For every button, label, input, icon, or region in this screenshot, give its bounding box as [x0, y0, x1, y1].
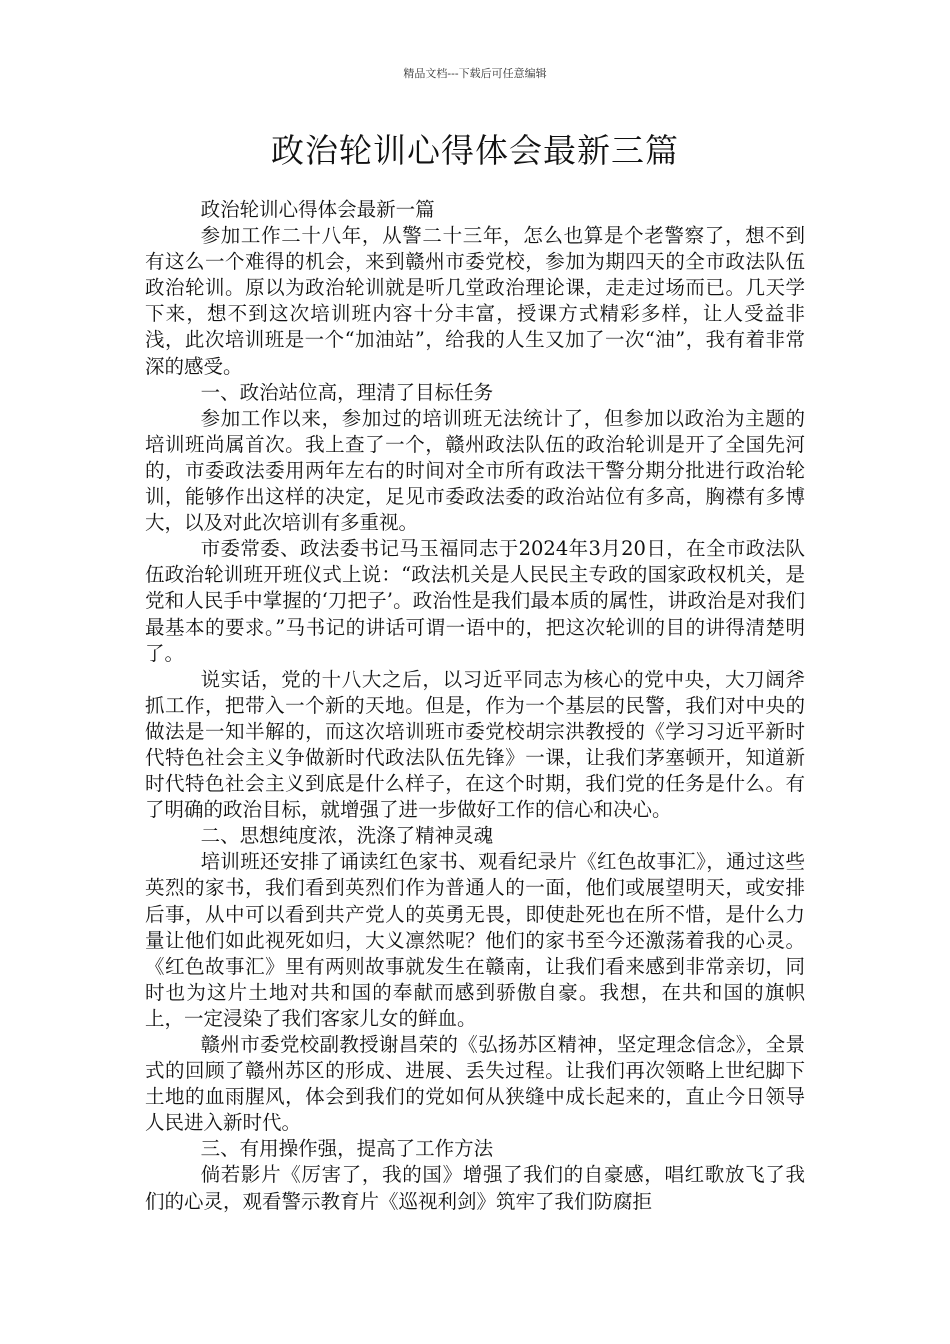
body-paragraph: 市委常委、政法委书记马玉福同志于2024年3月20日，在全市政法队伍政治轮训班开班仪式上说：“政法机关是人民民主专政的国家政权机关，是党和人民手中掌握的‘刀把子’。政治性是我们最本质的属性，讲政治是对我们最基本的要求。”马书记的讲话可谓一语中的，把这次轮训的目的讲得清楚明了。 [145, 537, 805, 665]
body-paragraph: 培训班还安排了诵读红色家书、观看纪录片《红色故事汇》，通过这些英烈的家书，我们看到英烈们作为普通人的一面，他们或展望明天，或安排后事，从中可以看到共产党人的英勇无畏，即使赴死也在所不惜，是什么力量让他们如此视死如归，大义凛然呢？他们的家书至今还激荡着我的心灵。《红色故事汇》里有两则故事就发生在赣南，让我们看来感到非常亲切，同时也为这片土地对共和国的奉献而感到骄傲自豪。我想，在共和国的旗帜上，一定浸染了我们客家儿女的鲜血。 [145, 850, 805, 1030]
body-paragraph: 参加工作以来，参加过的培训班无法统计了，但参加以政治为主题的培训班尚属首次。我上查了一个，赣州政法队伍的政治轮训是开了全国先河的，市委政法委用两年左右的时间对全市所有政法干警分期分批进行政治轮训，能够作出这样的决定，足见市委政法委的政治站位有多高，胸襟有多博大，以及对此次培训有多重视。 [145, 406, 805, 535]
body-paragraph: 倘若影片《厉害了，我的国》增强了我们的自豪感，唱红歌放飞了我们的心灵，观看警示教育片《巡视利剑》筑牢了我们防腐拒 [145, 1163, 805, 1213]
header-note: 精品文档---下载后可任意编辑 [403, 67, 547, 80]
document-title: 政治轮训心得体会最新三篇 [271, 131, 679, 170]
document-body [145, 197, 805, 1215]
section-heading: 二、思想纯度浓，洗涤了精神灵魂 [200, 824, 494, 848]
body-paragraph: 参加工作二十八年，从警二十三年，怎么也算是个老警察了，想不到有这么一个难得的机会，来到赣州市委党校，参加为期四天的全市政法队伍政治轮训。原以为政治轮训就是听几堂政治理论课，走走过场而已。几天学下来，想不到这次培训班内容十分丰富，授课方式精彩多样，让人受益非浅，此次培训班是一个“加油站”，给我的人生又加了一次“油”，我有着非常深的感受。 [145, 224, 805, 378]
body-paragraph: 赣州市委党校副教授谢昌荣的《弘扬苏区精神，坚定理念信念》，全景式的回顾了赣州苏区的形成、进展、丢失过程。让我们再次领略上世纪脚下土地的血雨腥风，体会到我们的党如何从狭缝中成长起来的，直止今日领导人民进入新时代。 [145, 1033, 805, 1135]
section-heading: 三、有用操作强，提高了工作方法 [200, 1137, 494, 1161]
body-paragraph: 说实话，党的十八大之后，以习近平同志为核心的党中央，大刀阔斧抓工作，把带入一个新的天地。但是，作为一个基层的民警，我们对中央的做法是一知半解的，而这次培训班市委党校胡宗洪教授的《学习习近平新时代特色社会主义争做新时代政法队伍先锋》一课，让我们茅塞顿开，知道新时代特色社会主义到底是什么样子，在这个时期，我们党的任务是什么。有了明确的政治目标，就增强了进一步做好工作的信心和决心。 [145, 667, 805, 822]
section-heading: 一、政治站位高，理清了目标任务 [200, 380, 494, 404]
section-heading: 政治轮训心得体会最新一篇 [200, 198, 435, 221]
